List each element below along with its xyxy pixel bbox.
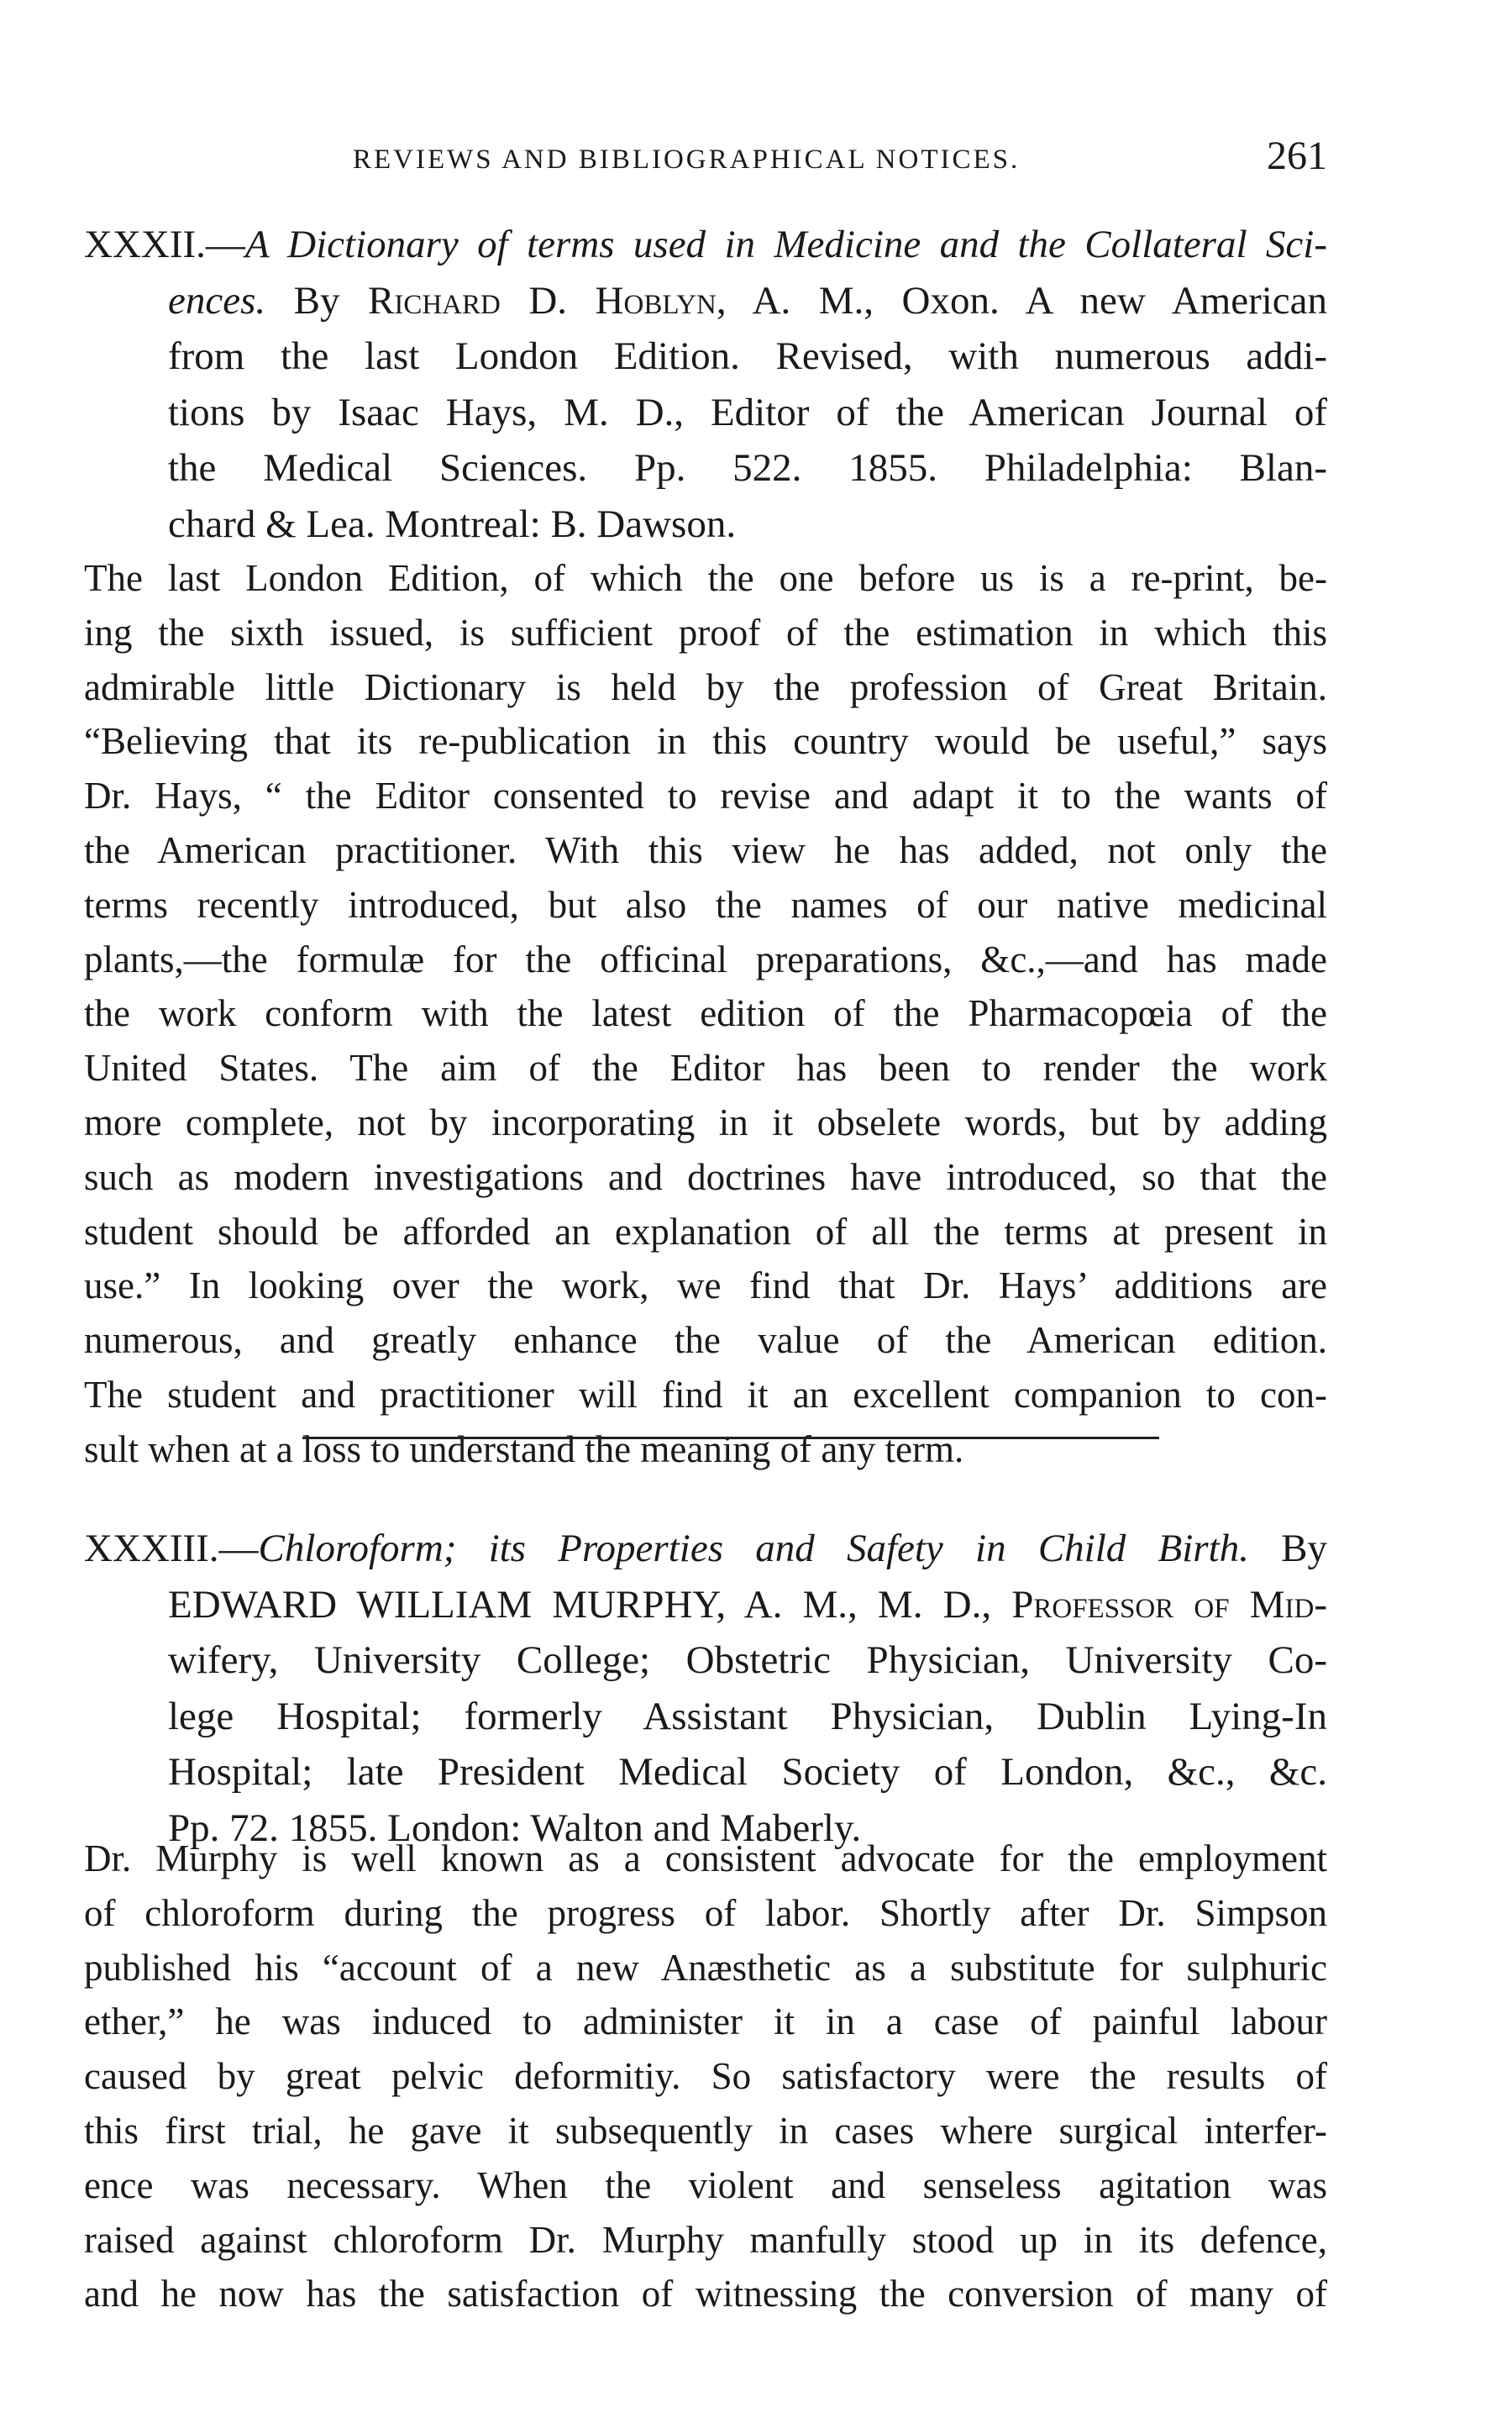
page-header: [168, 126, 1344, 202]
body-line: plants,—the formulæ for the officinal preparations, &c.,—and has made: [84, 938, 1327, 980]
review-33-title: Chloroform; its Properties and Safety in Child Birth.: [258, 1527, 1249, 1570]
review-33-heading-line: EDWARD WILLIAM MURPHY, A. M., M. D., Professor of Mid-: [168, 1582, 1327, 1627]
body-line: The last London Edition, of which the one before us is a re-print, be-: [84, 557, 1327, 599]
section-divider: [302, 1437, 1159, 1439]
review-33-title-line: [84, 1521, 1327, 1577]
body-line: this first trial, he gave it subsequently in cases where surgical interfer-: [84, 2109, 1327, 2152]
review-32-title: A Dictionary of terms used in Medicine and the Collateral Sci-: [244, 223, 1327, 266]
review-33-body: [84, 1832, 1327, 2321]
body-line: use.” In looking over the work, we find that Dr. Hays’ additions are: [84, 1264, 1327, 1307]
review-32-title-line: [84, 217, 1327, 273]
body-line: sult when at a loss to understand the meaning of any term.: [84, 1427, 964, 1470]
body-line: admirable little Dictionary is held by the profession of Great Britain.: [84, 665, 1327, 708]
review-32-heading-line: tions by Isaac Hays, M. D., Editor of the American Journal of: [168, 390, 1327, 434]
body-line: terms recently introduced, but also the names of our native medicinal: [84, 883, 1327, 926]
body-line: raised against chloroform Dr. Murphy manfully stood up in its defence,: [84, 2218, 1327, 2261]
body-line: ing the sixth issued, is sufficient proof of the estimation in which this: [84, 611, 1327, 654]
body-line: numerous, and greatly enhance the value of the American edition.: [84, 1319, 1327, 1362]
review-32-body: [84, 551, 1327, 1477]
review-33-heading-line: Pp. 72. 1855. London: Walton and Maberly.: [168, 1806, 862, 1850]
review-32-number: XXXII.—: [84, 223, 245, 266]
body-line: the American practitioner. With this view he has added, not only the: [84, 828, 1327, 871]
review-33-heading-line: Hospital; late President Medical Society of London, &c., &c.: [168, 1750, 1327, 1795]
body-line: published his “account of a new Anæsthetic as a substitute for sulphuric: [84, 1946, 1327, 1989]
running-head: REVIEWS AND BIBLIOGRAPHICAL NOTICES.: [353, 145, 1021, 175]
body-line: Dr. Murphy is well known as a consistent advocate for the employment: [84, 1837, 1327, 1879]
page-number: 261: [1267, 134, 1327, 178]
body-line: caused by great pelvic deformitiy. So satisfactory were the results of: [84, 2055, 1327, 2098]
body-line: the work conform with the latest edition of the Pharmacopœia of the: [84, 992, 1327, 1035]
body-line: “Believing that its re-publication in this country would be useful,” says: [84, 720, 1327, 763]
body-line: more complete, not by incorporating in it obselete words, but by adding: [84, 1101, 1327, 1143]
review-33-heading-line: wifery, University College; Obstetric Physician, University Co-: [168, 1638, 1327, 1683]
review-33-by: By: [1281, 1527, 1327, 1570]
body-line: and he now has the satisfaction of witnessing the conversion of many of: [84, 2273, 1327, 2315]
body-line: student should be afforded an explanation of all the terms at present in: [84, 1210, 1327, 1253]
review-32-heading-line: from the last London Edition. Revised, with numerous addi-: [168, 334, 1327, 379]
review-32-heading-line: chard & Lea. Montreal: B. Dawson.: [168, 502, 737, 546]
body-line: ether,” he was induced to administer it in a case of painful labour: [84, 2000, 1327, 2043]
review-33-number: XXXIII.—: [84, 1527, 259, 1570]
body-line: of chloroform during the progress of labor. Shortly after Dr. Simpson: [84, 1891, 1327, 1934]
body-line: Dr. Hays, “ the Editor consented to revise and adapt it to the wants of: [84, 775, 1327, 817]
body-line: ence was necessary. When the violent and senseless agitation was: [84, 2163, 1327, 2206]
review-32-heading-line: the Medical Sciences. Pp. 522. 1855. Philadelphia: Blan-: [168, 446, 1327, 491]
body-line: such as modern investigations and doctrines have introduced, so that the: [84, 1155, 1327, 1198]
review-32-heading: [84, 217, 1327, 553]
body-line: The student and practitioner will find it an excellent companion to con-: [84, 1373, 1327, 1416]
review-32-heading-line: ences. By Richard D. Hoblyn, A. M., Oxon. A new American: [168, 278, 1328, 323]
review-33-heading: [84, 1521, 1327, 1857]
body-line: United States. The aim of the Editor has been to render the work: [84, 1047, 1327, 1090]
review-33-heading-line: lege Hospital; formerly Assistant Physician, Dublin Lying-In: [168, 1694, 1327, 1738]
